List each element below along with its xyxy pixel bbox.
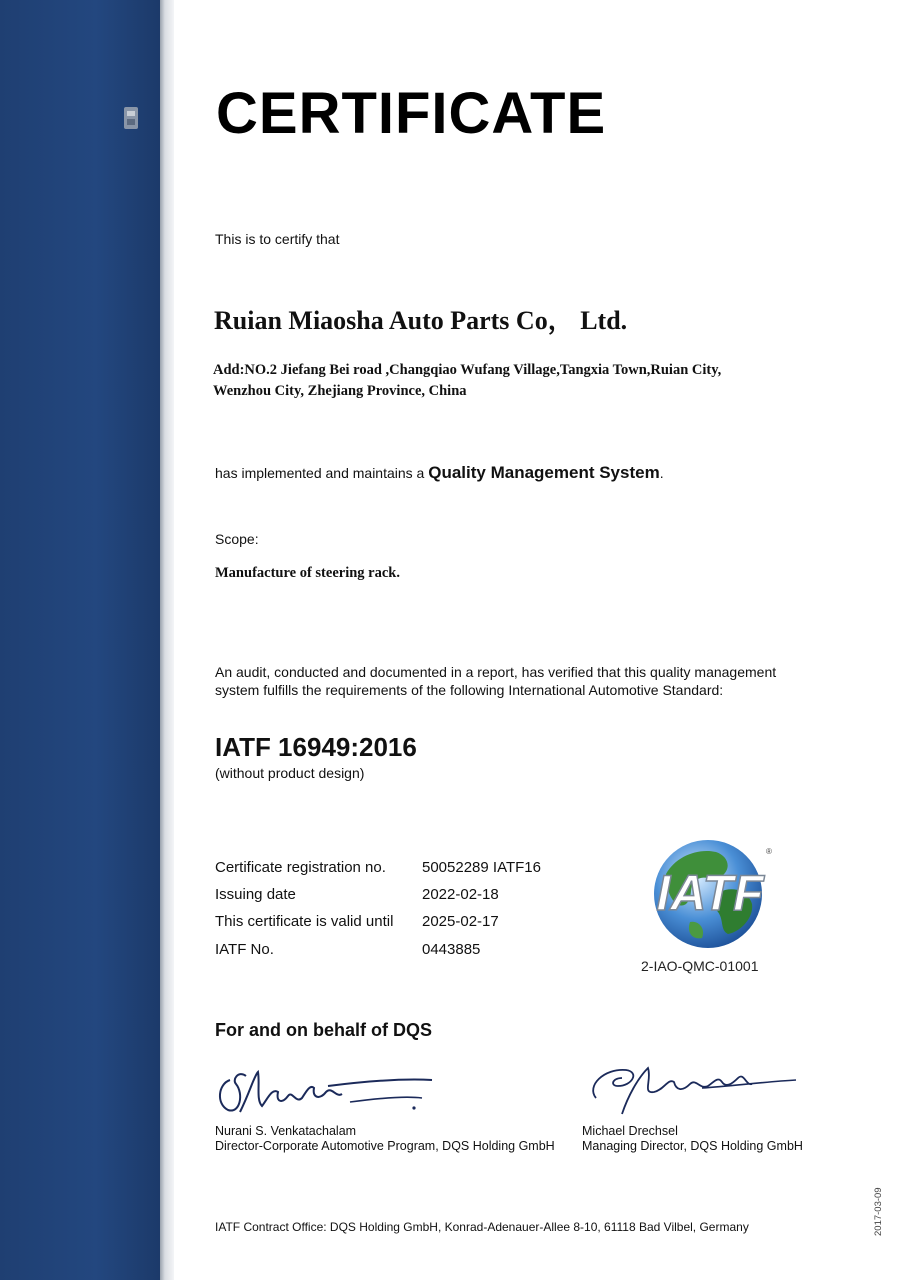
signatory-left — [215, 1124, 555, 1154]
issuing-date-label: Issuing date — [215, 886, 296, 903]
iatf-logo-code: 2-IAO-QMC-01001 — [641, 958, 759, 974]
signatory-right-title: Managing Director, DQS Holding GmbH — [582, 1139, 803, 1153]
address-line-2: Wenzhou City, Zhejiang Province, China — [213, 383, 467, 399]
iatf-no-value: 0443885 — [422, 941, 481, 958]
signatory-left-name: Nurani S. Venkatachalam — [215, 1124, 357, 1138]
behalf-heading: For and on behalf of DQS — [215, 1020, 432, 1040]
qms-suffix: . — [659, 465, 664, 481]
audit-statement — [215, 663, 855, 699]
signatory-left-title: Director-Corporate Automotive Program, DQS Holding GmbH — [215, 1139, 555, 1153]
company-address — [213, 360, 853, 402]
signature-left — [210, 1058, 440, 1120]
audit-line-1: An audit, conducted and documented in a report, has verified that this quality management — [215, 664, 777, 680]
registration-value: 50052289 IATF16 — [422, 859, 541, 876]
company-name: Ruian Miaosha Auto Parts Co， Ltd. — [214, 306, 628, 335]
sidebar-emblem-icon — [122, 104, 140, 132]
sidebar-edge — [160, 0, 174, 1280]
page-title: CERTIFICATE — [216, 81, 607, 146]
qms-name: Quality Management System — [428, 463, 660, 482]
footer-contract-office: IATF Contract Office: DQS Holding GmbH, Konrad-Adenauer-Allee 8-10, 61118 Bad Vilbel, Germany — [215, 1220, 749, 1234]
standard-title: IATF 16949:2016 — [215, 732, 417, 762]
issuing-date-value: 2022-02-18 — [422, 886, 499, 903]
registration-label: Certificate registration no. — [215, 859, 386, 876]
version-date: 2017-03-09 — [873, 1187, 884, 1236]
signature-right — [582, 1056, 802, 1118]
blue-sidebar — [0, 0, 160, 1280]
iatf-logo-text: IATF — [656, 865, 764, 921]
iatf-logo — [636, 834, 776, 952]
signatory-right — [582, 1124, 803, 1154]
qms-prefix: has implemented and maintains a — [215, 465, 429, 481]
valid-until-label: This certificate is valid until — [215, 913, 394, 930]
qms-statement — [215, 463, 664, 483]
registered-mark: ® — [766, 847, 772, 856]
scope-text: Manufacture of steering rack. — [215, 565, 400, 581]
intro-text: This is to certify that — [215, 231, 340, 247]
scope-label: Scope: — [215, 531, 259, 547]
address-line-1: Add:NO.2 Jiefang Bei road ,Changqiao Wufang Village,Tangxia Town,Ruian City, — [213, 362, 722, 378]
iatf-no-label: IATF No. — [215, 941, 274, 958]
valid-until-value: 2025-02-17 — [422, 913, 499, 930]
signatory-right-name: Michael Drechsel — [582, 1124, 678, 1138]
audit-line-2: system fulfills the requirements of the following International Automotive Standard: — [215, 682, 724, 698]
standard-note: (without product design) — [215, 765, 365, 781]
